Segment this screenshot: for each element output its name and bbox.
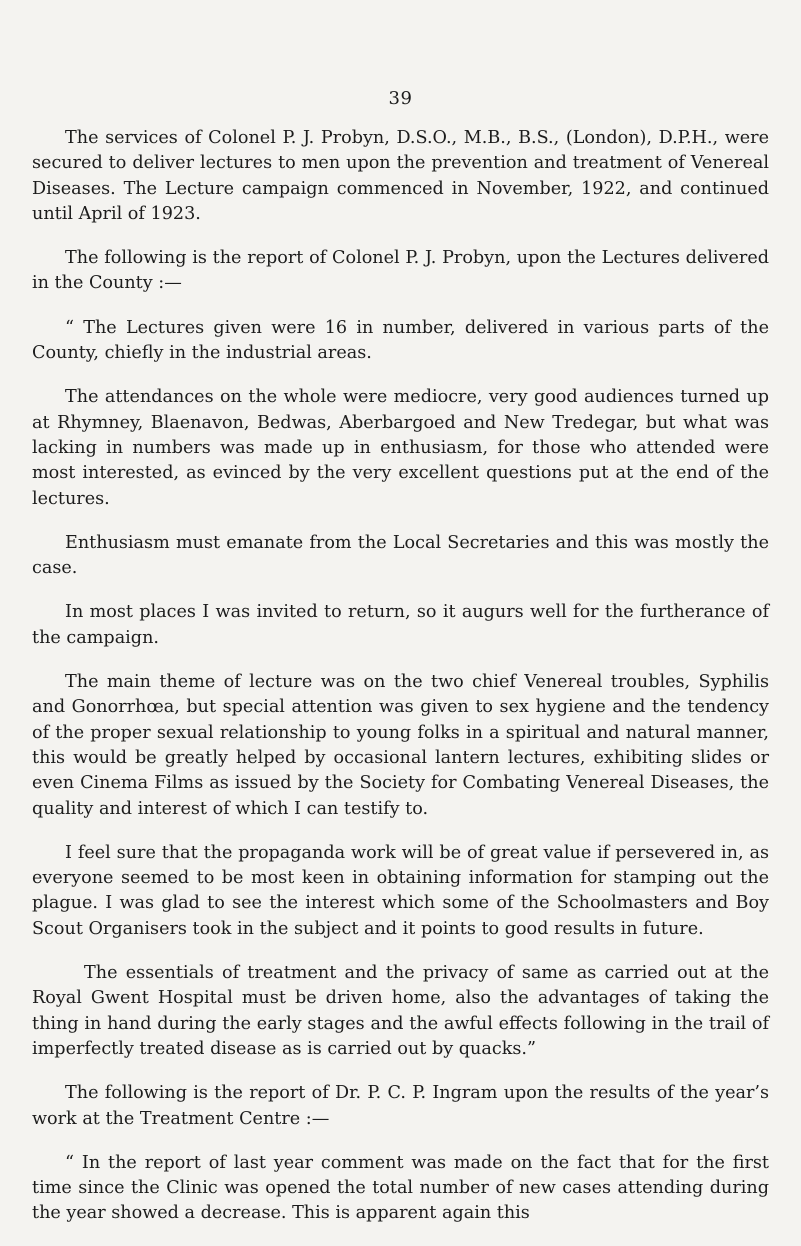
paragraph-invited-return: In most places I was invited to return, so it augurs well for the furtherance of the campaign.	[32, 602, 769, 648]
paragraph-propaganda: I feel sure that the propaganda work will be of great value if persevered in, as everyone seemed to be most keen in obtaining information for stamping out the plague. I was glad to see the interest which some of the Schoolmasters and Boy Scout Organisers took in the subject and it points to good results in future.	[32, 842, 769, 939]
paragraph-report-intro: The following is the report of Colonel P. J. Probyn, upon the Lectures delivered in the County :—	[32, 248, 769, 294]
paragraph-ingram-report: “ In the report of last year comment was made on the fact that for the first time since the Clinic was opened the total number of new cases attending during the year showed a decrease. This is apparent again this	[32, 1152, 769, 1224]
paragraph-lectures-count: “ The Lectures given were 16 in number, delivered in various parts of the County, chiefly in the industrial areas.	[32, 317, 769, 364]
paragraph-enthusiasm: Enthusiasm must emanate from the Local Secretaries and this was mostly the case.	[32, 532, 769, 579]
paragraph-main-theme: The main theme of lecture was on the two chief Venereal troubles, Syphilis and Gonorrhœa, but special attention was given to sex hygiene and the tendency of the proper sexual relationship to young folks in a spiritual and natural manner, this would be greatly helped by occasional lantern lectures, exhibiting slides or even Cinema Films as issued by the Society for Combating Venereal Diseases, the quality and interest of which I can testify to.	[32, 672, 769, 819]
paragraph-lecture-services: The services of Colonel P. J. Probyn, D.S.O., M.B., B.S., (London), D.P.H., were secured to deliver lectures to men upon the prevention and treatment of Venereal Diseases. The Lecture campaign commenced in November, 1922, and continued until April of 1923.	[32, 128, 769, 224]
paragraph-attendances: The attendances on the whole were mediocre, very good audiences turned up at Rhymney, Blaenavon, Bedwas, Aberbargoed and New Tredegar, but what was lacking in numbers was made up in enthusiasm, for those who attended were most interested, as evinced by the very excellent questions put at the end of the lectures.	[32, 387, 769, 509]
page-number: 39	[388, 88, 413, 109]
paragraph-treatment-essentials: The essentials of treatment and the privacy of same as carried out at the Royal Gwent Hospital must be driven home, also the advantages of taking the thing in hand during the early stages and the awful effects following in the trail of imperfectly treated disease as is carried out by quacks.”	[32, 963, 769, 1059]
document-body	[32, 126, 769, 1246]
paragraph-ingram-intro: The following is the report of Dr. P. C. P. Ingram upon the results of the year’s work at the Treatment Centre :—	[32, 1083, 769, 1129]
